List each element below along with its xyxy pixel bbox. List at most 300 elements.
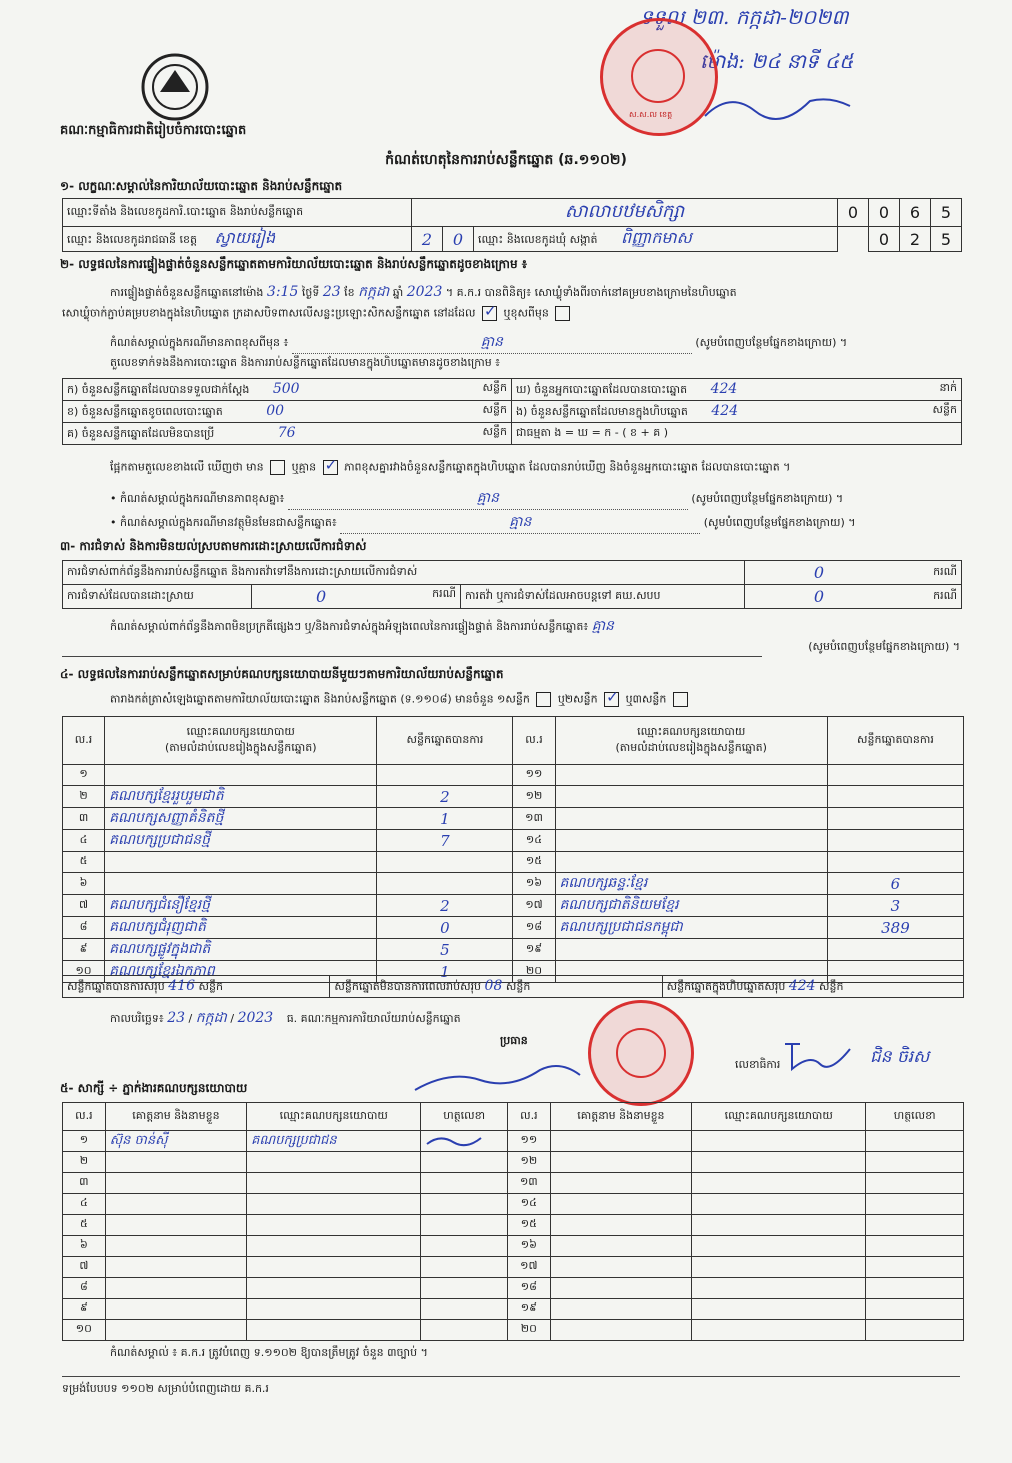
witness-party-right [692,1152,866,1173]
verify-time: 3:15 [266,284,299,300]
party-votes-right [827,939,963,961]
witness-party-right [692,1257,866,1278]
footer-divider [62,1376,960,1377]
witness-row [63,1236,964,1257]
section3-heading: ៣- ការជំទាស់ និងការមិនយល់ស្របតាមការដោះស្រាយលើការជំទាស់ [60,539,367,553]
witness-sign-right [866,1299,964,1320]
party-name-left [105,765,377,786]
party-votes-right [827,808,963,830]
received-label: ក) ចំនួនសន្លឹកឆ្នោតដែលបានទទួលជាក់ស្តែង [67,382,250,396]
col-party-left-title: ឈ្មោះគណបក្សនយោបាយ [186,724,295,738]
commune-code-1: 0 [869,227,900,252]
party-no-right: ១២ [513,786,555,808]
witness-signature [425,1132,485,1148]
col-votes-right: សន្លឹកឆ្នោតបានការ [827,717,963,765]
witness-sign-left [421,1278,508,1299]
witness-row [63,1278,964,1299]
witness-name-left [105,1194,246,1215]
resolved-label: ការជំទាស់ដែលបានដោះស្រាយ [63,585,252,609]
witness-sign-left [421,1299,508,1320]
witness-party-right [692,1194,866,1215]
party-name-right [555,939,827,961]
witness-party-right [692,1299,866,1320]
voters-voted [512,379,962,401]
signature-top [700,86,860,126]
unused-label: គ) ចំនួនសន្លឹកឆ្នោតដែលមិនបានប្រើ [67,426,215,440]
party-name-right: គណបក្សប្រជាជនកម្ពុជា [555,917,827,939]
province-value: ស្វាយរៀង [214,228,276,247]
committee-name: គណៈកម្មាធិការជាតិរៀបចំការបោះឆ្នោត [60,123,247,138]
total-box-label: សន្លឹកឆ្នោតក្នុងហិបឆ្នោតសរុប [666,979,786,993]
appeal-value: 0 [745,585,894,609]
party-no-right: ១៧ [513,895,555,917]
party-name-right [555,808,827,830]
witness-sign-right [866,1236,964,1257]
verify-year: 2023 [406,284,443,300]
witness-sign-right [866,1257,964,1278]
diff-text-a: ផ្អែកតាមតួលេខខាងលើ ឃើញថា មាន [110,460,264,474]
spoiled-value: 00 [266,402,285,419]
witness-col-party-right: ឈ្មោះគណបក្សនយោបាយ [692,1103,866,1131]
province-code-2: 0 [443,227,474,252]
section5-heading: ៥- សាក្សី ÷ ភ្នាក់ងារគណបក្សនយោបាយ [60,1081,248,1095]
province-code-1: 2 [412,227,443,252]
witness-party-right [692,1215,866,1236]
diff-text-c: ភាពខុសគ្នារវាងចំនួនសន្លឹកឆ្នោតក្នុងហិបឆ្នោត ដែលបានរាប់ឃើញ និងចំនួនអ្នកបោះឆ្នោត ដែលបានបោះឆ្នោត ។ [344,460,791,474]
witness-no-left: ៨ [63,1278,106,1299]
susp-note-label: កំណត់សម្គាល់ក្នុងករណីមានវត្ថុមិនមែនជាសន្លឹកឆ្នោត៖ [120,516,337,529]
verify-text-e: ។ គ.ក.រ បានពិនិត្យ៖ សោឃ្លុំទាំងពីរចាក់នៅគម្របខាងក្រោមនៃហិបឆ្នោត [445,286,737,299]
witness-sign-right [866,1278,964,1299]
province-label-text: ឈ្មោះ និងលេខកូដរាជធានី ខេត្ត [67,233,197,246]
results-row [63,852,964,873]
witness-name-left [105,1173,246,1194]
witness-party-right [692,1131,866,1152]
spoiled-label: ខ) ចំនួនសន្លឹកឆ្នោតខូចពេលបោះឆ្នោត [67,404,223,418]
witness-row [63,1194,964,1215]
witness-col-no-right: ល.រ [507,1103,550,1131]
results-row [63,830,964,852]
witness-name-right [550,1278,691,1299]
party-no-left: ៩ [63,939,105,961]
commune-code-3: 5 [931,227,962,252]
secretary-label: លេខាធិការ [735,1058,781,1071]
witness-no-left: ៥ [63,1215,106,1236]
witness-row [63,1173,964,1194]
witness-row [63,1320,964,1341]
party-no-left: ១ [63,765,105,786]
section1-table [62,198,962,252]
witness-name-left [105,1236,246,1257]
party-name-left: គណបក្សខ្មែររួបរួមជាតិ [105,786,377,808]
party-name-left: គណបក្សផ្លូវក្នុងជាតិ [105,939,377,961]
station-code-4: 5 [931,199,962,227]
secretary-name: ជិន ចិរស [870,1047,930,1067]
results-row [63,895,964,917]
party-name-left: គណបក្សជំរុញជាតិ [105,917,377,939]
tally-sheet-line [110,692,691,709]
same-checkbox[interactable] [482,306,497,321]
party-no-right: ១៣ [513,808,555,830]
susp-note-line: • កំណត់សម្គាល់ក្នុងករណីមានវត្ថុមិនមែនជាសន្លឹកឆ្នោត៖ គ្មាន (សូមបំពេញបន្ថែមផ្នែកខាងក្រោយ) ។ [110,512,856,534]
diff-note-value: គ្មាន [288,488,688,510]
witness-name-left [105,1257,246,1278]
witness-no-left: ១ [63,1131,106,1152]
witness-no-left: ៣ [63,1173,106,1194]
objection-label: ការជំទាស់ពាក់ព័ន្ធនឹងការរាប់សន្លឹកឆ្នោត និងការតវ៉ាទៅនឹងការដោះស្រាយលើការជំទាស់ [63,561,745,585]
party-votes-left: 5 [377,939,513,961]
total-box [662,976,963,998]
witness-party-left [247,1278,421,1299]
total-valid-label: សន្លឹកឆ្នោតបានការសរុប [67,979,165,993]
party-votes-left: 1 [377,808,513,830]
witness-name-left [105,1215,246,1236]
party-name-left: គណបក្សខ្មែរឯកភាព [105,961,377,983]
verify-text-2: សោឃ្លុំចាក់ភ្ជាប់គម្របខាងក្នុងនៃហិបឆ្នោត ក្រដាសបិទពាសលើសន្លះប្រឡោះសិកសន្លឹកឆ្នោត នៅដដែល [62,306,476,320]
changed-label: ឬខុសពីមុន [503,306,549,320]
results-table [62,716,964,983]
received-ballots [63,379,512,401]
witness-no-right: ១៩ [507,1299,550,1320]
col-party-right-sub: (តាមលំដាប់លេខរៀងក្នុងសន្លឹកឆ្នោត) [615,740,767,754]
total-invalid [330,976,662,998]
date-year: 2023 [237,1010,274,1026]
verify-month: កក្កដា [358,284,390,300]
results-row [63,873,964,895]
witness-sign-right [866,1152,964,1173]
two-sheet-checkbox[interactable] [604,692,619,707]
voted-unit: នាក់ [939,380,957,394]
spoiled-unit: សន្លឹក [482,402,507,416]
appeal-unit: ករណី [893,585,962,609]
seal-text: ស.ស.ល ខេត្ត [629,110,673,119]
col-no-right: ល.រ [513,717,555,765]
witness-name-right [550,1194,691,1215]
commune-value: ពិញ្ញាកមាស [621,228,692,247]
witness-name-right [550,1236,691,1257]
section3-table [62,560,962,609]
susp-note-hint: (សូមបំពេញបន្ថែមផ្នែកខាងក្រោយ) ។ [703,516,856,529]
party-votes-right [827,765,963,786]
witness-no-left: ៦ [63,1236,106,1257]
witness-party-left [247,1257,421,1278]
witness-sign-left [421,1173,508,1194]
party-no-left: ៦ [63,873,105,895]
witness-party-left [247,1194,421,1215]
diff-note-label: កំណត់សម្គាល់ក្នុងករណីមានភាពខុសគ្នា៖ [120,492,285,505]
party-no-left: ១០ [63,961,105,983]
party-name-right: គណបក្សឆន្ទៈខ្មែរ [555,873,827,895]
objection-unit: ករណី [893,561,962,585]
party-name-right [555,786,827,808]
witness-name-left [105,1320,246,1341]
witness-sign-left [421,1131,508,1152]
box-label: ង) ចំនួនសន្លឹកឆ្នោតដែលមានក្នុងហិបឆ្នោត [516,404,688,418]
party-votes-left: 1 [377,961,513,983]
total-valid-value: 416 [168,977,195,994]
verify-text-b: ថ្ងៃទី [301,286,320,299]
party-votes-right [827,852,963,873]
unused-value: 76 [277,424,296,441]
party-votes-right: 3 [827,895,963,917]
witness-no-left: ៧ [63,1257,106,1278]
form-title: កំណត់ហេតុនៃការរាប់សន្លឹកឆ្នោត (ឆ.១១០២) [385,152,627,168]
witness-sign-right [866,1131,964,1152]
irregularity-note [110,616,970,637]
spoiled-ballots [63,401,512,423]
party-no-right: ១៦ [513,873,555,895]
results-row [63,786,964,808]
section4-heading: ៤- លទ្ធផលនៃការរាប់សន្លឹកឆ្នោតសម្រាប់គណបក្សនយោបាយនីមួយៗតាមការិយាល័យរាប់សន្លឹកឆ្នោត [60,667,504,681]
diff-check-line [110,460,970,477]
three-sheet-label: ឬ៣សន្លឹក [625,692,667,706]
col-party-right [555,717,827,765]
divider [62,656,762,657]
changed-checkbox[interactable] [555,306,570,321]
total-valid-unit: សន្លឹក [198,979,223,993]
witness-sign-left [421,1257,508,1278]
witness-name-right [550,1152,691,1173]
witness-party-left [247,1299,421,1320]
diff-no-checkbox[interactable] [323,460,338,475]
results-row [63,765,964,786]
section1-heading: ១- លក្ខណៈសម្គាល់នៃការិយាល័យបោះឆ្នោត និងរាប់សន្លឹកឆ្នោត [60,179,343,193]
witness-name-right [550,1257,691,1278]
witness-party-left: គណបក្សប្រជាជន [247,1131,421,1152]
total-box-value: 424 [788,977,816,994]
total-invalid-value: 08 [484,977,503,994]
party-name-right [555,852,827,873]
commune-cell [474,227,838,252]
resolved-cell [252,585,461,609]
party-no-right: ១៥ [513,852,555,873]
party-no-right: ១៨ [513,917,555,939]
party-votes-right: 6 [827,873,963,895]
witness-party-left [247,1236,421,1257]
date-month: កក្កដា [195,1010,227,1026]
note-value: គ្មាន [292,332,692,354]
verify-day: 23 [322,284,341,300]
witness-no-right: ១៦ [507,1236,550,1257]
unused-ballots [63,423,512,445]
three-sheet-checkbox[interactable] [673,692,688,707]
date-day: 23 [167,1010,186,1026]
station-value: សាលាបឋមសិក្សា [412,199,838,227]
party-no-left: ៨ [63,917,105,939]
commune-code-2: 2 [900,227,931,252]
station-label: ឈ្មោះទីតាំង និងលេខកូដការិ.បោះឆ្នោត និងរាប់សន្លឹកឆ្នោត [63,199,412,227]
witness-party-right [692,1320,866,1341]
tally-intro: តារាងកត់ត្រាសំឡេងឆ្នោតតាមការិយាល័យបោះឆ្នោត និងរាប់សន្លឹកឆ្នោត (ទ.១១០៨) មានចំនួន ១សន្លឹក [110,692,530,706]
footnote: កំណត់សម្គាល់ ៖ គ.ក.រ ត្រូវបំពេញ ទ.១១០២ ឱ្យបានត្រឹមត្រូវ ចំនួន ៣ច្បាប់ ។ [110,1346,428,1359]
party-no-right: ១៤ [513,830,555,852]
irregularity-hint: (សូមបំពេញបន្ថែមផ្នែកខាងក្រោយ) ។ [808,640,960,653]
col-votes-left: សន្លឹកឆ្នោតបានការ [377,717,513,765]
witness-no-right: ១៨ [507,1278,550,1299]
col-party-left [105,717,377,765]
witness-sign-right [866,1194,964,1215]
witness-party-left [247,1173,421,1194]
note-line [110,332,847,354]
party-votes-left [377,873,513,895]
date-line: កាលបរិច្ឆេទ៖ 23 / កក្កដា / 2023 ធ. គណៈកម្មការការិយាល័យរាប់សន្លឹកឆ្នោត [110,1010,461,1026]
witness-no-right: ២០ [507,1320,550,1341]
total-valid [63,976,330,998]
date-label: កាលបរិច្ឆេទ៖ [110,1012,164,1025]
results-row [63,939,964,961]
figures-table [62,378,962,445]
witness-no-left: ៩ [63,1299,106,1320]
party-name-left: គណបក្សប្រជាជនថ្មី [105,830,377,852]
total-box-unit: សន្លឹក [819,979,844,993]
time-note: ម៉ោង: ២៤ នាទី ៤៥ [700,49,854,73]
party-name-right: គណបក្សជាតិនិយមខ្មែរ [555,895,827,917]
witness-no-right: ១២ [507,1152,550,1173]
box-value: 424 [711,402,739,419]
witness-no-right: ១៥ [507,1215,550,1236]
received-unit: សន្លឹក [482,380,507,394]
chair-label: ប្រធាន [500,1034,528,1047]
totals-table [62,975,964,998]
chair-signature [410,1050,590,1100]
resolved-value: 0 [316,587,327,606]
witness-col-party-left: ឈ្មោះគណបក្សនយោបាយ [247,1103,421,1131]
received-note: ទទួល ២៣. កក្កដា-២០២៣ [640,5,849,29]
unused-unit: សន្លឹក [482,424,507,438]
witness-table [62,1102,964,1341]
box-unit: សន្លឹក [932,402,957,416]
witness-col-sign-left: ហត្ថលេខា [421,1103,508,1131]
results-row [63,917,964,939]
witness-row [63,1257,964,1278]
formula: ជាធម្មតា ង = ឃ = ក - ( ខ + គ ) [512,423,962,445]
party-votes-left: 0 [377,917,513,939]
section2-heading: ២- លទ្ធផលនៃការផ្ទៀងផ្ទាត់ចំនួនសន្លឹកឆ្នោតតាមការិយាល័យបោះឆ្នោត និងរាប់សន្លឹកឆ្នោតដូចខាងក្រោម ៖ [60,257,528,271]
witness-sign-left [421,1215,508,1236]
col-party-left-sub: (តាមលំដាប់លេខរៀងក្នុងសន្លឹកឆ្នោត) [164,740,317,754]
witness-name-right [550,1131,691,1152]
diff-note-hint: (សូមបំពេញបន្ថែមផ្នែកខាងក្រោយ) ។ [691,492,844,505]
witness-name-left: ស៊ុន ចាន់ស៊ី [105,1131,246,1152]
box-ballots [512,401,962,423]
witness-col-no-left: ល.រ [63,1103,106,1131]
witness-sign-left [421,1194,508,1215]
witness-col-name-right: គោត្តនាម និងនាមខ្លួន [550,1103,691,1131]
witness-sign-right [866,1320,964,1341]
party-no-right: ១៩ [513,939,555,961]
appeal-label: ការតវ៉ា ឬការជំទាស់ដែលអាចបន្តទៅ គឃ.សបប [461,585,745,609]
witness-name-left [105,1152,246,1173]
party-votes-left [377,765,513,786]
official-seal-bottom [588,1000,694,1106]
witness-row [63,1215,964,1236]
party-votes-left: 7 [377,830,513,852]
witness-name-right [550,1215,691,1236]
party-no-left: ៧ [63,895,105,917]
witness-no-right: ១៣ [507,1173,550,1194]
party-no-right: ១១ [513,765,555,786]
party-no-left: ៤ [63,830,105,852]
party-name-left [105,852,377,873]
witness-col-sign-right: ហត្ថលេខា [866,1103,964,1131]
witness-name-left [105,1278,246,1299]
witness-no-left: ១០ [63,1320,106,1341]
witness-party-left [247,1152,421,1173]
irregularity-value: គ្មាន [591,618,614,634]
results-row [63,808,964,830]
verify-line-1 [110,282,970,303]
party-votes-left: 2 [377,895,513,917]
note-hint: (សូមបំពេញបន្ថែមផ្នែកខាងក្រោយ) ។ [695,336,848,349]
party-name-left: គណបក្សជំនឿខ្មែរថ្មី [105,895,377,917]
nec-emblem-icon [140,52,210,122]
witness-name-left [105,1299,246,1320]
commune-label: ឈ្មោះ និងលេខកូដឃុំ សង្កាត់ [478,233,598,246]
one-sheet-checkbox[interactable] [536,692,551,707]
irregularity-label: កំណត់សម្គាល់ពាក់ព័ន្ធនឹងភាពមិនប្រក្រតីផ្សេងៗ ឬ/និងការជំទាស់ក្នុងអំឡុងពេលនៃការផ្ទៀងផ្ទាត់ និងការរាប់សន្លឹកឆ្នោត៖ [110,620,589,633]
station-code-3: 6 [900,199,931,227]
party-no-right: ២០ [513,961,555,983]
witness-sign-right [866,1215,964,1236]
witness-no-right: ១១ [507,1131,550,1152]
col-no-left: ល.រ [63,717,105,765]
diff-yes-checkbox[interactable] [270,460,285,475]
verify-line-2 [62,306,573,323]
witness-row [63,1152,964,1173]
party-votes-right [827,786,963,808]
witness-no-right: ១៤ [507,1194,550,1215]
province-label [63,227,412,252]
verify-text-a: ការផ្ទៀងផ្ទាត់ចំនួនសន្លឹកឆ្នោតនៅម៉ោង [110,286,264,299]
form-note: ទម្រង់បែបបទ ១១០២ សម្រាប់បំពេញដោយ គ.ក.រ [62,1382,269,1395]
witness-name-right [550,1173,691,1194]
witness-sign-left [421,1152,508,1173]
witness-row [63,1131,964,1152]
party-name-right [555,765,827,786]
witness-sign-right [866,1173,964,1194]
party-votes-right [827,830,963,852]
witness-no-right: ១៧ [507,1257,550,1278]
note-label: កំណត់សម្គាល់ក្នុងករណីមានភាពខុសពីមុន ៖ [110,336,289,349]
diff-note-line: • កំណត់សម្គាល់ក្នុងករណីមានភាពខុសគ្នា៖ គ្មាន (សូមបំពេញបន្ថែមផ្នែកខាងក្រោយ) ។ [110,488,843,510]
figures-intro: តួលេខទាក់ទងនឹងការបោះឆ្នោត និងការរាប់សន្លឹកឆ្នោតដែលមានក្នុងហិបឆ្នោតមានដូចខាងក្រោម ៖ [110,356,501,369]
resolved-unit: ករណី [432,587,456,600]
party-votes-left: 2 [377,786,513,808]
verify-text-c: ខែ [344,286,355,299]
received-value: 500 [272,380,300,397]
voted-label: ឃ) ចំនួនអ្នកបោះឆ្នោតដែលបានបោះឆ្នោត [516,382,688,396]
objection-value: 0 [745,561,894,585]
committee-sign-label: ធ. គណៈកម្មការការិយាល័យរាប់សន្លឹកឆ្នោត [286,1012,461,1025]
verify-text-d: ឆ្នាំ [392,286,404,299]
witness-col-name-left: គោត្តនាម និងនាមខ្លួន [105,1103,246,1131]
secretary-signature [780,1034,860,1074]
station-code-1: 0 [838,199,869,227]
witness-party-left [247,1215,421,1236]
party-name-right [555,830,827,852]
party-votes-left [377,852,513,873]
witness-no-left: ៤ [63,1194,106,1215]
party-no-left: ៥ [63,852,105,873]
witness-party-right [692,1173,866,1194]
diff-text-b: ឬគ្មាន [291,460,317,474]
col-party-right-title: ឈ្មោះគណបក្សនយោបាយ [637,724,746,738]
witness-party-right [692,1236,866,1257]
witness-sign-left [421,1236,508,1257]
susp-note-value: គ្មាន [340,512,700,534]
two-sheet-label: ឬ២សន្លឹក [557,692,598,706]
witness-name-right [550,1320,691,1341]
